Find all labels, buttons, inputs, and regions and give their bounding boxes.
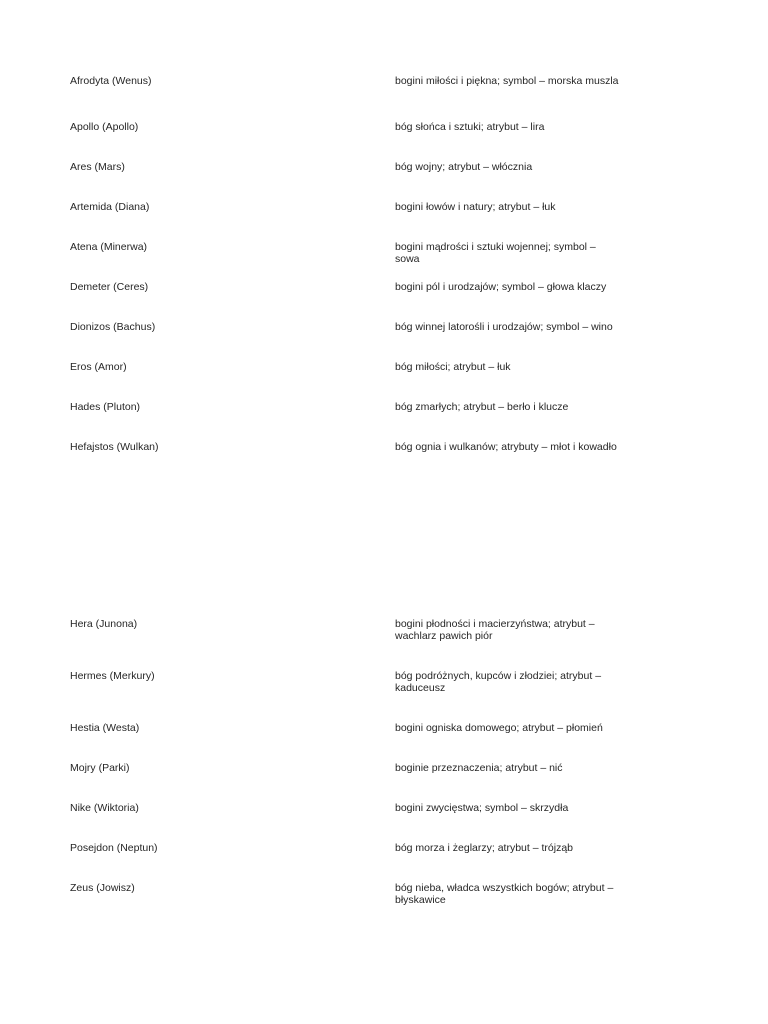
deity-name: Artemida (Diana) <box>70 201 150 213</box>
deity-description: bóg winnej latorośli i urodzajów; symbol – wino <box>395 321 613 333</box>
deity-name: Hades (Pluton) <box>70 401 141 413</box>
deity-name: Afrodyta (Wenus) <box>70 75 152 87</box>
deity-name: Nike (Wiktoria) <box>70 802 139 814</box>
deity-name: Hera (Junona) <box>70 618 138 630</box>
deity-description: bogini łowów i natury; atrybut – łuk <box>395 201 556 213</box>
deity-description: bóg miłości; atrybut – łuk <box>395 361 511 373</box>
deity-description: boginie przeznaczenia; atrybut – nić <box>395 762 563 774</box>
deity-name: Eros (Amor) <box>70 361 127 373</box>
deity-name: Apollo (Apollo) <box>70 121 139 133</box>
deity-name: Hestia (Westa) <box>70 722 140 734</box>
deity-description: bóg morza i żeglarzy; atrybut – trójząb <box>395 842 573 854</box>
deity-name: Atena (Minerwa) <box>70 241 148 253</box>
deity-description: bogini ogniska domowego; atrybut – płomień <box>395 722 603 734</box>
deity-description: bogini pól i urodzajów; symbol – głowa klaczy <box>395 281 607 293</box>
deity-description: bogini mądrości i sztuki wojennej; symbol – sowa <box>395 241 596 265</box>
deity-name: Hefajstos (Wulkan) <box>70 441 159 453</box>
deity-description: bóg nieba, władca wszystkich bogów; atrybut – błyskawice <box>395 882 614 906</box>
deity-description: bogini płodności i macierzyństwa; atrybut – wachlarz pawich piór <box>395 618 595 642</box>
deity-description: bóg słońca i sztuki; atrybut – lira <box>395 121 545 133</box>
deity-name: Dionizos (Bachus) <box>70 321 156 333</box>
deity-description: bogini zwycięstwa; symbol – skrzydła <box>395 802 569 814</box>
deity-name: Zeus (Jowisz) <box>70 882 135 894</box>
deity-description: bogini miłości i piękna; symbol – morska muszla <box>395 75 619 87</box>
deity-description: bóg wojny; atrybut – włócznia <box>395 161 533 173</box>
deity-name: Demeter (Ceres) <box>70 281 149 293</box>
deity-description: bóg ognia i wulkanów; atrybuty – młot i kowadło <box>395 441 617 453</box>
deity-name: Hermes (Merkury) <box>70 670 155 682</box>
deity-name: Mojry (Parki) <box>70 762 130 774</box>
deity-description: bóg podróżnych, kupców i złodziei; atrybut – kaduceusz <box>395 670 602 694</box>
deity-name: Posejdon (Neptun) <box>70 842 158 854</box>
deity-name: Ares (Mars) <box>70 161 125 173</box>
deity-description: bóg zmarłych; atrybut – berło i klucze <box>395 401 569 413</box>
